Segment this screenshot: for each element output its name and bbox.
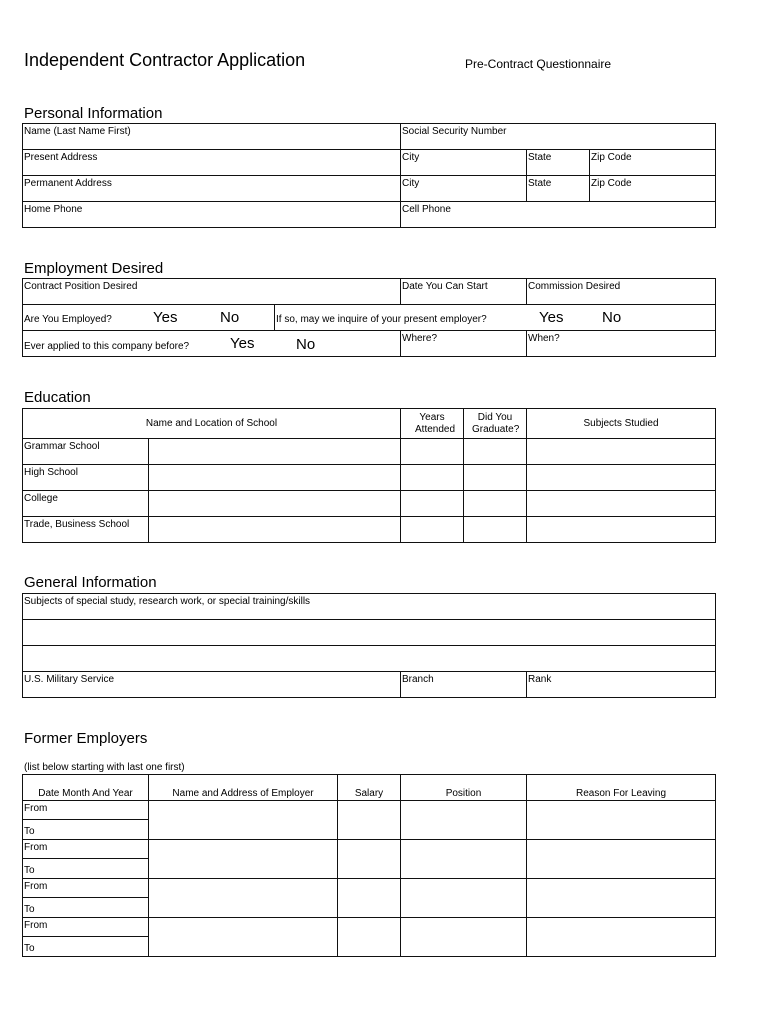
name-field[interactable] — [22, 123, 401, 150]
military-label: U.S. Military Service — [24, 674, 115, 685]
col-salary-label: Salary — [354, 788, 384, 799]
reason-field[interactable] — [526, 800, 716, 840]
special-skills-field[interactable] — [22, 593, 716, 620]
to-field[interactable] — [22, 897, 149, 918]
employer-field[interactable] — [148, 800, 338, 840]
to-label: To — [24, 943, 35, 954]
commission-label: Commission Desired — [528, 281, 621, 292]
from-field[interactable] — [22, 800, 149, 820]
permanent-state-field[interactable] — [526, 175, 590, 202]
education-row-label — [22, 438, 149, 465]
years-field[interactable] — [400, 516, 464, 543]
inquire-yes-option[interactable]: Yes — [539, 309, 564, 326]
to-field[interactable] — [22, 936, 149, 957]
position-held-field[interactable] — [400, 800, 527, 840]
ssn-field[interactable] — [400, 123, 716, 150]
col-graduate: Did You Graduate? — [472, 412, 520, 435]
branch-field[interactable] — [400, 671, 527, 698]
col-salary — [337, 774, 401, 801]
subjects-field[interactable] — [526, 464, 716, 491]
employer-field[interactable] — [148, 878, 338, 918]
special-skills-line-3[interactable] — [22, 645, 716, 672]
to-label: To — [24, 904, 35, 915]
zip-label: Zip Code — [591, 178, 632, 189]
subjects-field[interactable] — [526, 438, 716, 465]
commission-field[interactable] — [526, 278, 716, 305]
salary-field[interactable] — [337, 839, 401, 879]
when-label: When? — [528, 333, 560, 344]
applied-no-option[interactable]: No — [296, 336, 316, 353]
employer-field[interactable] — [148, 839, 338, 879]
start-date-field[interactable] — [400, 278, 527, 305]
section-employment-heading: Employment Desired — [24, 260, 164, 277]
permanent-address-field[interactable] — [22, 175, 401, 202]
salary-field[interactable] — [337, 878, 401, 918]
education-row-label — [22, 464, 149, 491]
employed-no-option[interactable]: No — [220, 309, 240, 326]
home-phone-label: Home Phone — [24, 204, 83, 215]
subjects-field[interactable] — [526, 516, 716, 543]
military-field[interactable] — [22, 671, 401, 698]
page-title: Independent Contractor Application — [24, 50, 306, 70]
salary-field[interactable] — [337, 917, 401, 957]
from-label: From — [24, 920, 48, 931]
where-field[interactable] — [400, 330, 527, 357]
section-education-heading: Education — [24, 389, 91, 406]
home-phone-field[interactable] — [22, 201, 401, 228]
reason-field[interactable] — [526, 878, 716, 918]
name-label: Name (Last Name First) — [24, 126, 131, 137]
section-employers-heading: Former Employers — [24, 730, 148, 747]
inquire-row — [274, 304, 716, 331]
section-personal-heading: Personal Information — [24, 105, 163, 122]
applied-label: Ever applied to this company before? — [24, 341, 190, 352]
col-position — [400, 774, 527, 801]
row-label: Grammar School — [24, 441, 100, 452]
inquire-label: If so, may we inquire of your present employer? — [276, 314, 487, 325]
to-field[interactable] — [22, 819, 149, 840]
present-address-field[interactable] — [22, 149, 401, 176]
subjects-field[interactable] — [526, 490, 716, 517]
cell-phone-label: Cell Phone — [402, 204, 451, 215]
col-reason — [526, 774, 716, 801]
permanent-address-label: Permanent Address — [24, 178, 112, 189]
education-row-label — [22, 490, 149, 517]
employed-label: Are You Employed? — [24, 314, 112, 325]
from-field[interactable] — [22, 917, 149, 937]
present-city-field[interactable] — [400, 149, 527, 176]
school-name-field[interactable] — [148, 464, 401, 491]
zip-label: Zip Code — [591, 152, 632, 163]
where-label: Where? — [402, 333, 438, 344]
from-label: From — [24, 881, 48, 892]
col-subjects: Subjects Studied — [583, 418, 659, 429]
employers-note: (list below starting with last one first) — [24, 762, 185, 773]
city-label: City — [402, 152, 420, 163]
employed-yes-option[interactable]: Yes — [153, 309, 178, 326]
employer-field[interactable] — [148, 917, 338, 957]
row-label: Trade, Business School — [24, 519, 130, 530]
years-field[interactable] — [400, 464, 464, 491]
row-label: College — [24, 493, 58, 504]
present-address-label: Present Address — [24, 152, 98, 163]
employed-row — [22, 304, 275, 331]
page-subtitle: Pre-Contract Questionnaire — [465, 57, 612, 71]
col-employer-label: Name and Address of Employer — [172, 788, 314, 799]
graduate-field[interactable] — [463, 490, 527, 517]
to-label: To — [24, 826, 35, 837]
ssn-label: Social Security Number — [402, 126, 507, 137]
cell-phone-field[interactable] — [400, 201, 716, 228]
col-employer — [148, 774, 338, 801]
present-zip-field[interactable] — [589, 149, 716, 176]
col-date — [22, 774, 149, 801]
rank-label: Rank — [528, 674, 552, 685]
present-state-field[interactable] — [526, 149, 590, 176]
start-label: Date You Can Start — [402, 281, 488, 292]
education-header-subjects — [526, 408, 716, 439]
education-header-school — [22, 408, 401, 439]
education-header-years — [400, 408, 464, 439]
from-field[interactable] — [22, 878, 149, 898]
permanent-zip-field[interactable] — [589, 175, 716, 202]
school-name-field[interactable] — [148, 516, 401, 543]
education-row-label — [22, 516, 149, 543]
position-held-field[interactable] — [400, 839, 527, 879]
state-label: State — [528, 152, 552, 163]
branch-label: Branch — [402, 674, 434, 685]
graduate-field[interactable] — [463, 464, 527, 491]
row-label: High School — [24, 467, 78, 478]
years-field[interactable] — [400, 438, 464, 465]
school-name-field[interactable] — [148, 438, 401, 465]
reason-field[interactable] — [526, 917, 716, 957]
applied-yes-option[interactable]: Yes — [230, 335, 255, 352]
special-skills-line-2[interactable] — [22, 619, 716, 646]
years-field[interactable] — [400, 490, 464, 517]
reason-field[interactable] — [526, 839, 716, 879]
from-field[interactable] — [22, 839, 149, 859]
education-header-graduate — [463, 408, 527, 439]
city-label: City — [402, 178, 420, 189]
col-reason-label: Reason For Leaving — [575, 788, 667, 799]
position-label: Contract Position Desired — [24, 281, 138, 292]
position-held-field[interactable] — [400, 917, 527, 957]
col-years: Years Attended — [415, 412, 456, 435]
section-general-heading: General Information — [24, 574, 157, 591]
col-position-label: Position — [445, 788, 482, 799]
to-field[interactable] — [22, 858, 149, 879]
from-label: From — [24, 803, 48, 814]
state-label: State — [528, 178, 552, 189]
salary-field[interactable] — [337, 800, 401, 840]
graduate-field[interactable] — [463, 516, 527, 543]
graduate-field[interactable] — [463, 438, 527, 465]
position-field[interactable] — [22, 278, 401, 305]
permanent-city-field[interactable] — [400, 175, 527, 202]
col-school: Name and Location of School — [145, 418, 278, 429]
school-name-field[interactable] — [148, 490, 401, 517]
col-date-label: Date Month And Year — [38, 788, 133, 799]
to-label: To — [24, 865, 35, 876]
from-label: From — [24, 842, 48, 853]
inquire-no-option[interactable]: No — [602, 309, 622, 326]
special-label: Subjects of special study, research work, or special training/skills — [24, 596, 311, 607]
rank-field[interactable] — [526, 671, 716, 698]
position-held-field[interactable] — [400, 878, 527, 918]
when-field[interactable] — [526, 330, 716, 357]
applied-row — [22, 330, 401, 357]
